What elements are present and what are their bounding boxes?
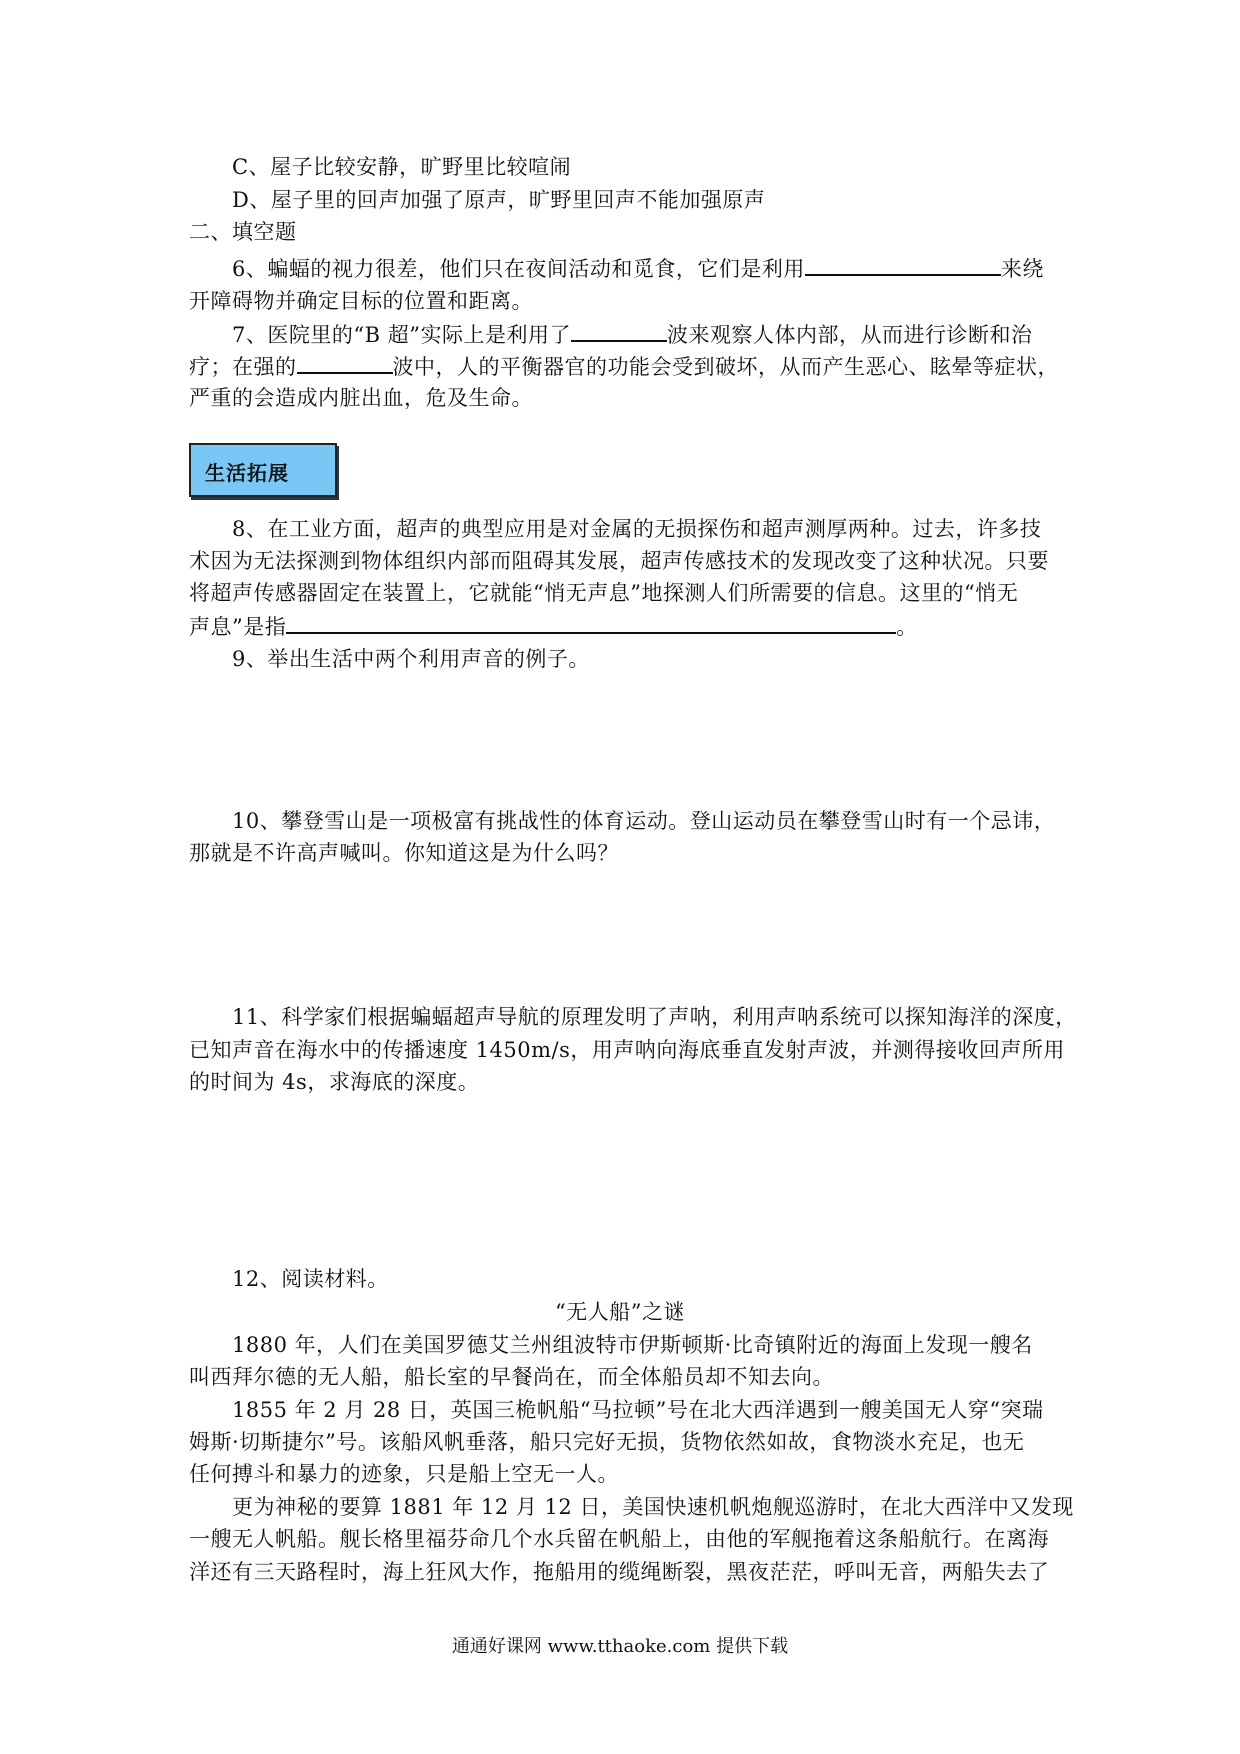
q7-answer-blank-2[interactable] bbox=[297, 350, 393, 374]
reading-p1-line1: 1880 年，人们在美国罗德艾兰州组波特市伊斯顿斯·比奇镇附近的海面上发现一艘名 bbox=[232, 1333, 1033, 1357]
q8-line2: 术因为无法探测到物体组织内部而阻碍其发展，超声传感技术的发现改变了这种状况。只要 bbox=[189, 549, 1049, 573]
reading-p3-line1: 更为神秘的要算 1881 年 12 月 12 日，美国快速机帆炮舰巡游时，在北大西洋中又发现 bbox=[232, 1495, 1074, 1519]
q7-answer-blank-1[interactable] bbox=[571, 318, 667, 342]
q6-answer-blank[interactable] bbox=[805, 252, 1001, 276]
q10-line1: 10、攀登雪山是一项极富有挑战性的体育运动。登山运动员在攀登雪山时有一个忌讳， bbox=[232, 809, 1056, 833]
q11-line1: 11、科学家们根据蝙蝠超声导航的原理发明了声呐，利用声呐系统可以探知海洋的深度， bbox=[232, 1005, 1077, 1029]
q8-text-line4a: 声息”是指 bbox=[189, 615, 287, 639]
q5-option-d: D、屋子里的回声加强了原声，旷野里回声不能加强原声 bbox=[232, 188, 766, 212]
q8-line4 bbox=[189, 610, 918, 642]
q10-line2: 那就是不许高声喊叫。你知道这是为什么吗？ bbox=[189, 841, 619, 865]
page-footer: 通通好课网 www.tthaoke.com 提供下载 bbox=[451, 1636, 789, 1657]
section-title-fill-blank: 二、填空题 bbox=[189, 220, 297, 244]
life-extension-label: 生活拓展 bbox=[205, 461, 289, 485]
reading-p3-line3: 洋还有三天路程时，海上狂风大作，拖船用的缆绳断裂，黑夜茫茫，呼叫无音，两船失去了 bbox=[189, 1560, 1049, 1584]
q8-text-line4b: 。 bbox=[896, 615, 918, 639]
q7-line2 bbox=[189, 350, 1059, 382]
reading-p2-line1: 1855 年 2 月 28 日，英国三桅帆船“马拉顿”号在北大西洋遇到一艘美国无人穿“突瑞 bbox=[232, 1398, 1044, 1422]
q7-text-part1: 7、医院里的“B 超”实际上是利用了 bbox=[232, 323, 571, 347]
reading-title: “无人船”之谜 bbox=[555, 1300, 685, 1324]
q11-line3: 的时间为 4s，求海底的深度。 bbox=[189, 1070, 480, 1094]
q6-text-part1: 6、蝙蝠的视力很差，他们只在夜间活动和觅食，它们是利用 bbox=[232, 257, 805, 281]
q11-line2: 已知声音在海水中的传播速度 1450m/s，用声呐向海底垂直发射声波，并测得接收回声所用 bbox=[189, 1038, 1065, 1062]
reading-p2-line2: 姆斯·切斯捷尔”号。该船风帆垂落，船只完好无损，货物依然如故，食物淡水充足，也无 bbox=[189, 1430, 1025, 1454]
q6-line1 bbox=[232, 252, 1044, 284]
q8-line3: 将超声传感器固定在装置上，它就能“悄无声息”地探测人们所需要的信息。这里的“悄无 bbox=[189, 581, 1019, 605]
q7-text-line2a: 疗；在强的 bbox=[189, 355, 297, 379]
q5-option-c: C、屋子比较安静，旷野里比较喧闹 bbox=[232, 155, 572, 179]
q8-line1: 8、在工业方面，超声的典型应用是对金属的无损探伤和超声测厚两种。过去，许多技 bbox=[232, 517, 1042, 541]
q12-intro: 12、阅读材料。 bbox=[232, 1267, 389, 1291]
q6-line2: 开障碍物并确定目标的位置和距离。 bbox=[189, 289, 533, 313]
reading-p2-line3: 任何搏斗和暴力的迹象，只是船上空无一人。 bbox=[189, 1462, 619, 1486]
life-extension-label-box bbox=[189, 443, 337, 497]
q9-text: 9、举出生活中两个利用声音的例子。 bbox=[232, 647, 590, 671]
q6-text-part2: 来绕 bbox=[1000, 257, 1044, 281]
q7-text-line2b: 波中，人的平衡器官的功能会受到破坏，从而产生恶心、眩晕等症状， bbox=[392, 355, 1059, 379]
reading-p3-line2: 一艘无人帆船。舰长格里福芬命几个水兵留在帆船上，由他的军舰拖着这条船航行。在离海 bbox=[189, 1527, 1049, 1551]
q7-text-part2: 波来观察人体内部，从而进行诊断和治 bbox=[666, 323, 1033, 347]
reading-p1-line2: 叫西拜尔德的无人船，船长室的早餐尚在，而全体船员却不知去向。 bbox=[189, 1365, 834, 1389]
q8-answer-blank[interactable] bbox=[286, 610, 896, 634]
q7-line1 bbox=[232, 318, 1032, 350]
q7-line3: 严重的会造成内脏出血，危及生命。 bbox=[189, 386, 533, 410]
